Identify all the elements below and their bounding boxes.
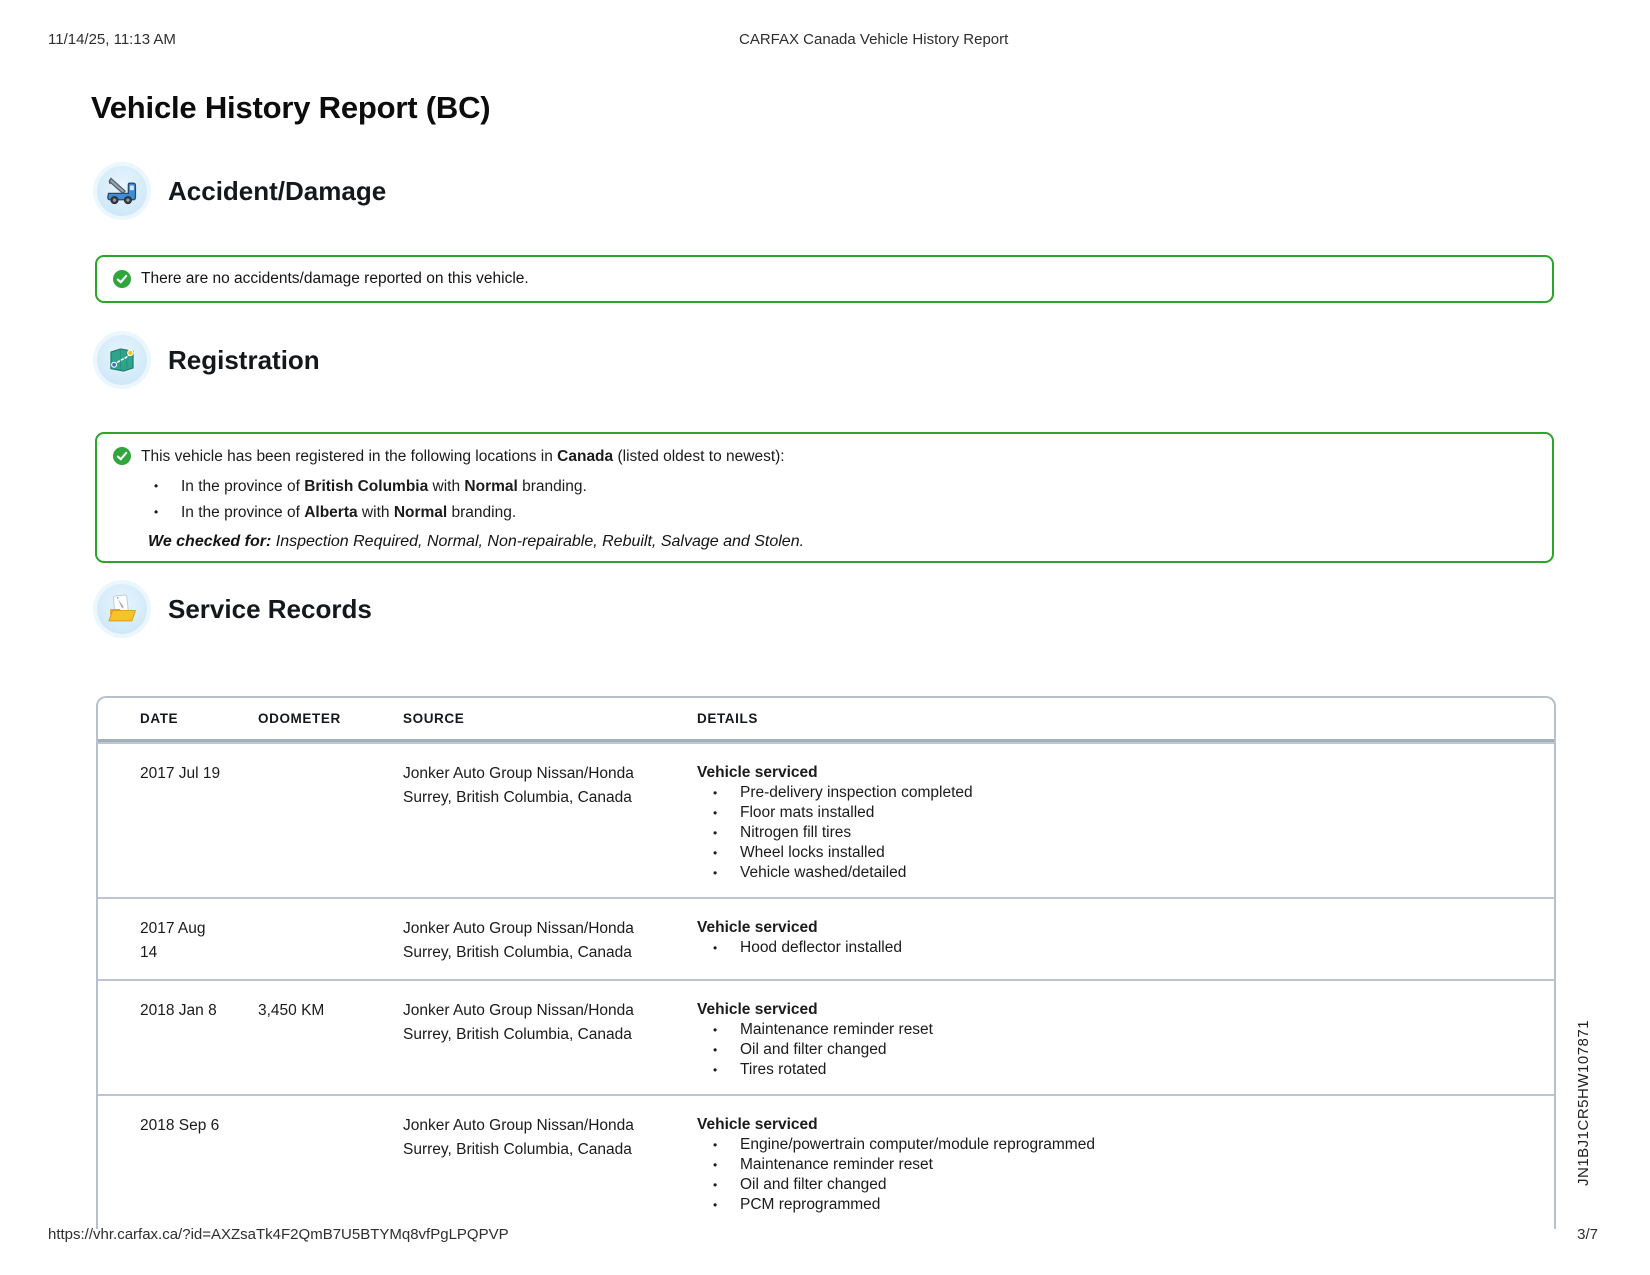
accident-status-message: There are no accidents/damage reported on this vehicle. [141, 270, 529, 287]
table-row [98, 897, 1554, 979]
column-header-odometer: ODOMETER [258, 711, 341, 726]
section-service-records [97, 584, 372, 634]
odometer-cell [258, 762, 403, 883]
registration-status-box [95, 432, 1554, 563]
date-cell: 2018 Sep 6 [140, 1117, 220, 1134]
table-row [98, 742, 1554, 897]
odometer-cell [258, 1114, 403, 1215]
date-cell: 2017 Jul 19 [140, 765, 221, 782]
source-cell: Jonker Auto Group Nissan/Honda Surrey, British Columbia, Canada [403, 1117, 634, 1158]
details-cell: Vehicle serviced • Maintenance reminder reset • Oil and filter changed • Tires rotated [697, 999, 1534, 1080]
registration-intro-text: This vehicle has been registered in the following locations in Canada (listed oldest to newest): [141, 448, 785, 465]
footer-page-number: 3/7 [1577, 1226, 1598, 1243]
table-header-row [98, 698, 1554, 742]
source-cell: Jonker Auto Group Nissan/Honda Surrey, British Columbia, Canada [403, 765, 634, 806]
column-header-details: DETAILS [697, 711, 758, 726]
date-cell: 2018 Jan 8 [140, 1002, 217, 1019]
print-doc-title: CARFAX Canada Vehicle History Report [739, 31, 1009, 48]
section-registration [97, 335, 320, 385]
registration-location-list [154, 478, 1536, 521]
list-item: • In the province of Alberta with Normal branding. [154, 504, 1536, 521]
section-title-service: Service Records [168, 593, 372, 624]
source-cell: Jonker Auto Group Nissan/Honda Surrey, British Columbia, Canada [403, 920, 634, 961]
footer-url: https://vhr.carfax.ca/?id=AXZsaTk4F2QmB7U5BTYMq8vfPgLPQPVP [48, 1226, 509, 1243]
date-cell: 2017 Aug 14 [140, 920, 206, 961]
odometer-cell [258, 917, 403, 965]
check-circle-icon [113, 270, 131, 288]
details-cell: Vehicle serviced • Pre-delivery inspection completed • Floor mats installed • Nitrogen fill tires • Wheel locks installed • Vehicle washed/detailed [697, 762, 1534, 883]
details-cell: Vehicle serviced • Engine/powertrain computer/module reprogrammed • Maintenance reminder reset • Oil and filter changed • PCM reprogrammed [697, 1114, 1534, 1215]
map-route-icon [97, 335, 147, 385]
service-records-table [96, 696, 1556, 1229]
check-circle-icon [113, 447, 131, 465]
odometer-cell: 3,450 KM [258, 1002, 325, 1019]
table-row [98, 979, 1554, 1094]
print-timestamp: 11/14/25, 11:13 AM [48, 31, 176, 48]
vin-vertical-label: JN1BJ1CR5HW107871 [1575, 1019, 1592, 1186]
list-item: • In the province of British Columbia with Normal branding. [154, 478, 1536, 495]
section-accident-damage [97, 166, 386, 216]
column-header-source: SOURCE [403, 711, 465, 726]
source-cell: Jonker Auto Group Nissan/Honda Surrey, British Columbia, Canada [403, 1002, 634, 1043]
details-cell: Vehicle serviced • Hood deflector installed [697, 917, 1534, 965]
section-title-registration: Registration [168, 344, 320, 375]
page-title: Vehicle History Report (BC) [91, 90, 491, 125]
registration-checked-for: We checked for: Inspection Required, Normal, Non-repairable, Rebuilt, Salvage and Stolen. [148, 533, 805, 550]
registration-intro [113, 447, 1536, 466]
column-header-date: DATE [140, 711, 179, 726]
table-row [98, 1094, 1554, 1229]
folder-records-icon [97, 584, 147, 634]
accident-status-box [95, 255, 1554, 303]
section-title-accident: Accident/Damage [168, 175, 387, 206]
tow-truck-icon [97, 166, 147, 216]
